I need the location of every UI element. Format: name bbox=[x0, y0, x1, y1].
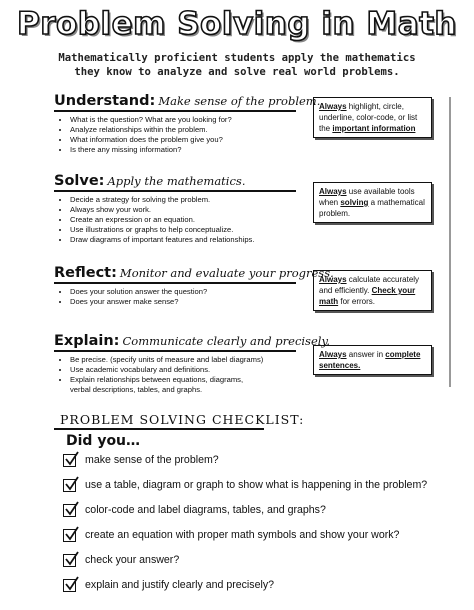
subtitle bbox=[0, 51, 474, 79]
list-item: • What information does the problem give you? bbox=[70, 135, 304, 145]
section-explain bbox=[54, 332, 331, 395]
always-label: Always bbox=[319, 102, 347, 111]
always-label: Always bbox=[319, 187, 347, 196]
checklist-text: make sense of the problem? bbox=[85, 454, 219, 466]
tip-box-solve bbox=[313, 182, 432, 223]
tip-text: highlight, circle, underline, color-code, or list the bbox=[319, 102, 418, 133]
section-heading bbox=[54, 332, 331, 349]
always-label: Always bbox=[319, 275, 347, 284]
checkbox-checked-icon[interactable] bbox=[63, 479, 76, 492]
section-heading bbox=[54, 92, 321, 109]
list-item: • Explain relationships between equations, diagrams, bbox=[70, 375, 304, 385]
tip-text: calculate accurately and efficiently. bbox=[319, 275, 420, 295]
section-desc: Apply the mathematics. bbox=[107, 174, 246, 188]
section-rule bbox=[54, 282, 296, 284]
tip-text: use available tools when bbox=[319, 187, 415, 207]
list-item: • Create an expression or an equation. bbox=[70, 215, 304, 225]
list-item: • Be precise. (specify units of measure and label diagrams) bbox=[70, 355, 304, 365]
list-item: • Always show your work. bbox=[70, 205, 304, 215]
section-desc: Monitor and evaluate your progress. bbox=[119, 266, 334, 280]
tip-box-understand bbox=[313, 97, 432, 138]
checkbox-checked-icon[interactable] bbox=[63, 529, 76, 542]
tip-emphasis: solving bbox=[340, 198, 369, 207]
bullet-list bbox=[54, 287, 304, 307]
divider-line bbox=[449, 97, 451, 387]
checklist-text: use a table, diagram or graph to show what is happening in the problem? bbox=[85, 479, 428, 491]
section-solve bbox=[54, 172, 304, 245]
did-you-heading: Did you… bbox=[66, 433, 141, 449]
bullet-list bbox=[54, 195, 304, 245]
tip-text: answer in bbox=[346, 350, 386, 359]
checklist-text: create an equation with proper math symbols and show your work? bbox=[85, 529, 400, 541]
list-item: • Does your solution answer the question? bbox=[70, 287, 304, 297]
list-item: • Draw diagrams of important features and relationships. bbox=[70, 235, 304, 245]
section-word: Solve: bbox=[54, 173, 105, 189]
checkbox-checked-icon[interactable] bbox=[63, 554, 76, 567]
tip-text: a mathematical problem. bbox=[319, 198, 425, 218]
section-understand bbox=[54, 92, 321, 155]
tip-box-reflect bbox=[313, 270, 432, 311]
section-word: Reflect: bbox=[54, 265, 117, 281]
checklist-text: color-code and label diagrams, tables, and graphs? bbox=[85, 504, 326, 516]
section-rule bbox=[54, 190, 296, 192]
list-item: • Use illustrations or graphs to help conceptualize. bbox=[70, 225, 304, 235]
section-desc: Communicate clearly and precisely. bbox=[122, 334, 331, 348]
page-title: Problem Solving in Math bbox=[16, 6, 458, 42]
section-word: Understand: bbox=[54, 93, 156, 109]
list-item: • Is there any missing information? bbox=[70, 145, 304, 155]
tip-emphasis: important information bbox=[332, 124, 416, 133]
checklist-text: explain and justify clearly and precisely? bbox=[85, 579, 275, 591]
section-rule bbox=[54, 110, 296, 112]
always-label: Always bbox=[319, 350, 347, 359]
list-item: • What is the question? What are you looking for? bbox=[70, 115, 304, 125]
checkbox-checked-icon[interactable] bbox=[63, 454, 76, 467]
checklist-text: check your answer? bbox=[85, 554, 180, 566]
bullet-list bbox=[54, 115, 304, 155]
subtitle-line: they know to analyze and solve real world problems. bbox=[74, 66, 400, 78]
checklist-item bbox=[63, 552, 179, 568]
checklist-item bbox=[63, 477, 427, 493]
list-item: • Decide a strategy for solving the problem. bbox=[70, 195, 304, 205]
checklist-item bbox=[63, 502, 326, 518]
list-item: • Does your answer make sense? bbox=[70, 297, 304, 307]
subtitle-line: Mathematically proficient students apply the mathematics bbox=[58, 52, 416, 64]
checkbox-checked-icon[interactable] bbox=[63, 579, 76, 592]
list-item: • Use academic vocabulary and definitions. bbox=[70, 365, 304, 375]
tip-text: for errors. bbox=[338, 297, 376, 306]
tip-box-explain bbox=[313, 345, 432, 375]
checklist-title: PROBLEM SOLVING CHECKLIST: bbox=[60, 412, 305, 427]
list-item: verbal descriptions, tables, and graphs. bbox=[70, 384, 203, 394]
list-item: • Analyze relationships within the problem. bbox=[70, 125, 304, 135]
section-rule bbox=[54, 350, 296, 352]
tip-emphasis: complete sentences. bbox=[319, 350, 421, 370]
checklist-rule bbox=[54, 428, 264, 430]
checklist-item bbox=[63, 452, 219, 468]
checklist-item bbox=[63, 577, 274, 593]
bullet-list bbox=[54, 355, 304, 395]
section-heading bbox=[54, 172, 304, 189]
section-word: Explain: bbox=[54, 333, 120, 349]
tip-emphasis: Check your math bbox=[319, 286, 416, 306]
checklist-item bbox=[63, 527, 399, 543]
checkbox-checked-icon[interactable] bbox=[63, 504, 76, 517]
section-heading bbox=[54, 264, 334, 281]
section-desc: Make sense of the problem. bbox=[158, 94, 321, 108]
